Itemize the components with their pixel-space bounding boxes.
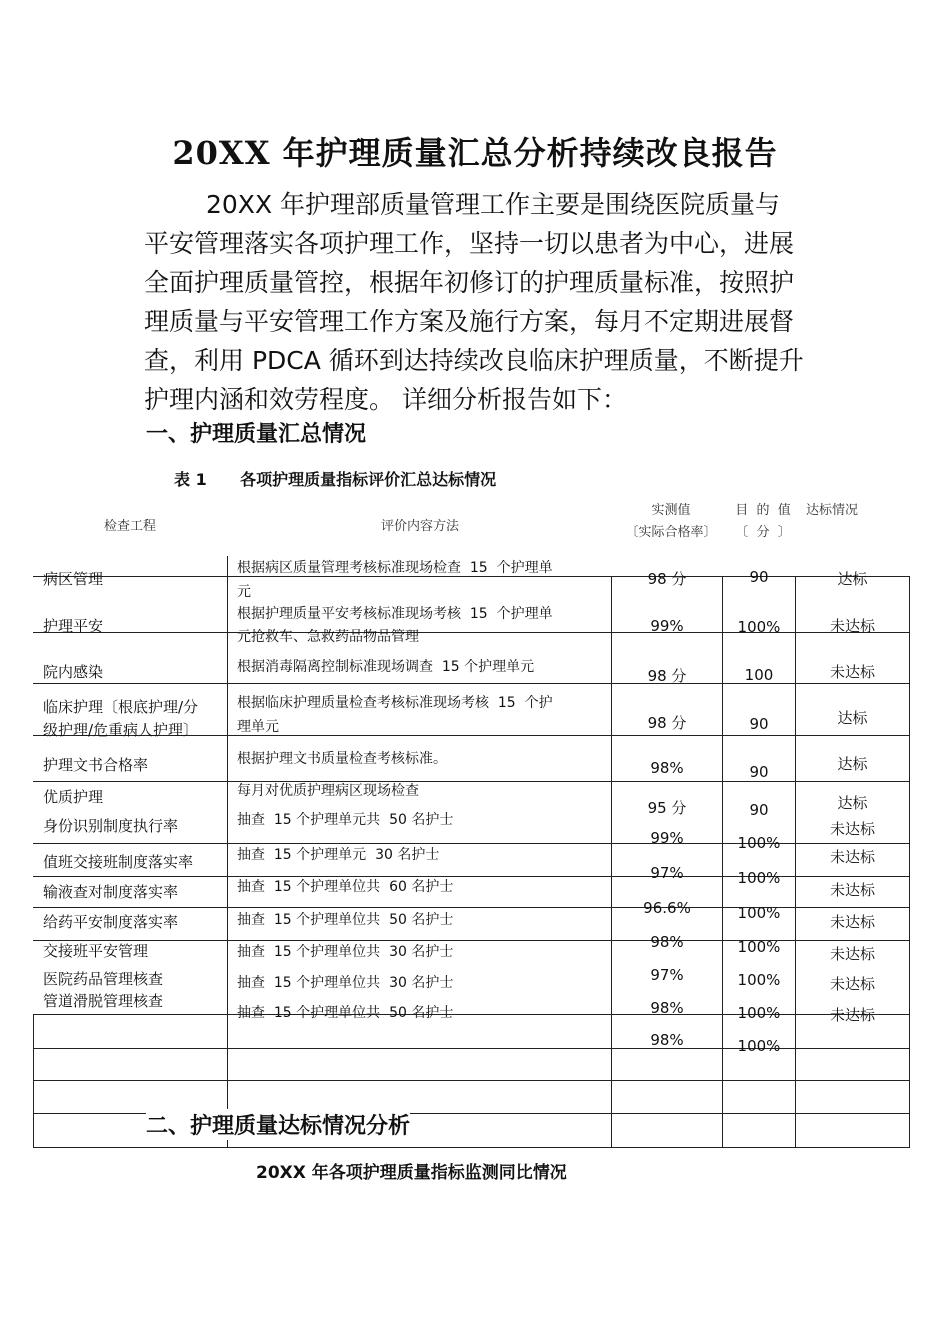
item-cell: 医院药品管理核查	[43, 970, 164, 988]
method-cell: 根据临床护理质量检查考核标准现场考核 15 个护	[237, 695, 553, 711]
target-cell: 90	[749, 715, 769, 733]
item-cell: 给药平安制度落实率	[43, 913, 179, 931]
status-cell: 未达标	[829, 617, 875, 635]
item-cell: 管道滑脱管理核查	[43, 992, 164, 1010]
grid-hline	[33, 781, 910, 782]
item-cell: 交接班平安管理	[43, 942, 149, 960]
target-cell: 100%	[737, 834, 781, 852]
item-cell: 输液查对制度落实率	[43, 883, 179, 901]
intro-line-4: 理质量与平安管理工作方案及施行方案，每月不定期进展督	[144, 307, 795, 336]
status-cell: 未达标	[829, 820, 875, 838]
item-cell: 优质护理	[43, 788, 104, 806]
grid-vline	[909, 576, 910, 1148]
section-heading-2: 二、护理质量达标情况分析	[146, 1109, 410, 1140]
method-cell: 抽查 15 个护理单位共 50 名护士	[237, 1005, 454, 1021]
grid-vline	[227, 556, 228, 1148]
intro-line-2: 平安管理落实各项护理工作，坚持一切以患者为中心，进展	[144, 229, 795, 258]
target-cell: 90	[749, 801, 769, 819]
status-cell: 达标	[837, 794, 868, 812]
status-cell: 未达标	[829, 663, 875, 681]
status-cell: 未达标	[829, 881, 875, 899]
measured-cell: 98 分	[647, 714, 687, 732]
method-cell: 根据病区质量管理考核标准现场检查 15 个护理单	[237, 560, 553, 576]
status-cell: 未达标	[829, 913, 875, 931]
status-cell: 达标	[837, 570, 868, 588]
method-cell: 抽查 15 个护理单位共 30 名护士	[237, 944, 454, 960]
method-cell: 根据消毒隔离控制标准现场调查 15 个护理单元	[237, 659, 535, 675]
grid-hline	[33, 1147, 910, 1148]
measured-cell: 97%	[650, 864, 684, 882]
method-cell: 每月对优质护理病区现场检查	[237, 783, 419, 799]
method-cell: 抽查 15 个护理单位共 30 名护士	[237, 975, 454, 991]
grid-vline	[722, 576, 723, 1148]
grid-hline	[33, 1080, 910, 1081]
item-cell: 护理平安	[43, 617, 104, 635]
measured-cell: 98%	[650, 759, 684, 777]
measured-cell: 98 分	[647, 667, 687, 685]
bottom-caption: 20XX 年各项护理质量指标监测同比情况	[256, 1163, 567, 1183]
target-cell: 100%	[737, 1004, 781, 1022]
method-cell: 元抢救车、急救药品物品管理	[237, 629, 419, 645]
header-item: 检查工程	[103, 519, 156, 534]
section-heading-1: 一、护理质量汇总情况	[146, 422, 367, 447]
measured-cell: 95 分	[647, 799, 687, 817]
measured-cell: 98%	[650, 999, 684, 1017]
measured-cell: 98%	[650, 1031, 684, 1049]
target-cell: 90	[749, 568, 769, 586]
status-cell: 未达标	[829, 1006, 875, 1024]
status-cell: 达标	[837, 709, 868, 727]
intro-line-1: 20XX 年护理部质量管理工作主要是围绕医院质量与	[206, 190, 781, 219]
status-cell: 达标	[837, 755, 868, 773]
header-measured-line1: 实测值	[651, 503, 691, 518]
method-cell: 抽查 15 个护理单元共 50 名护士	[237, 812, 454, 828]
header-status: 达标情况	[805, 503, 858, 518]
method-cell: 根据护理文书质量检查考核标准。	[237, 751, 447, 767]
item-cell: 护理文书合格率	[43, 756, 149, 774]
measured-cell: 97%	[650, 966, 684, 984]
table-caption: 表 1 各项护理质量指标评价汇总达标情况	[174, 470, 497, 489]
status-cell: 未达标	[829, 848, 875, 866]
header-target-line1: 目 的 值	[735, 503, 791, 518]
item-cell: 院内感染	[43, 663, 104, 681]
item-cell: 身份识别制度执行率	[43, 817, 179, 835]
measured-cell: 99%	[650, 617, 684, 635]
status-cell: 未达标	[829, 975, 875, 993]
measured-cell: 99%	[650, 829, 684, 847]
target-cell: 90	[749, 763, 769, 781]
item-cell: 临床护理〔根底护理/分	[43, 698, 199, 716]
measured-cell: 98%	[650, 933, 684, 951]
intro-line-3: 全面护理质量管控，根据年初修订的护理质量标准，按照护	[144, 268, 795, 297]
target-cell: 100	[744, 666, 774, 684]
item-cell: 级护理/危重病人护理〕	[43, 721, 199, 739]
method-cell: 抽查 15 个护理单元 30 名护士	[237, 847, 440, 863]
method-cell: 抽查 15 个护理单位共 60 名护士	[237, 879, 454, 895]
item-cell: 值班交接班制度落实率	[43, 853, 194, 871]
status-cell: 未达标	[829, 945, 875, 963]
grid-vline	[611, 576, 612, 1148]
item-cell: 病区管理	[43, 570, 104, 588]
measured-cell: 98 分	[647, 570, 687, 588]
target-cell: 100%	[737, 869, 781, 887]
target-cell: 100%	[737, 971, 781, 989]
method-cell: 抽查 15 个护理单位共 50 名护士	[237, 912, 454, 928]
method-cell: 理单元	[237, 719, 279, 735]
target-cell: 100%	[737, 618, 781, 636]
target-cell: 100%	[737, 904, 781, 922]
intro-line-6: 护理内涵和效劳程度。 详细分析报告如下：	[144, 385, 627, 414]
intro-line-5: 查，利用 PDCA 循环到达持续改良临床护理质量，不断提升	[144, 346, 804, 375]
measured-cell: 96.6%	[643, 899, 691, 917]
method-cell: 元	[237, 584, 251, 600]
header-target-line2: 〔 分 〕	[735, 525, 791, 540]
header-measured-line2: 〔实际合格率〕	[625, 525, 717, 540]
target-cell: 100%	[737, 938, 781, 956]
header-method: 评价内容方法	[380, 519, 459, 534]
document-title: 20XX 年护理质量汇总分析持续改良报告	[172, 134, 778, 172]
grid-vline	[33, 1014, 34, 1148]
method-cell: 根据护理质量平安考核标准现场考核 15 个护理单	[237, 606, 553, 622]
target-cell: 100%	[737, 1037, 781, 1055]
